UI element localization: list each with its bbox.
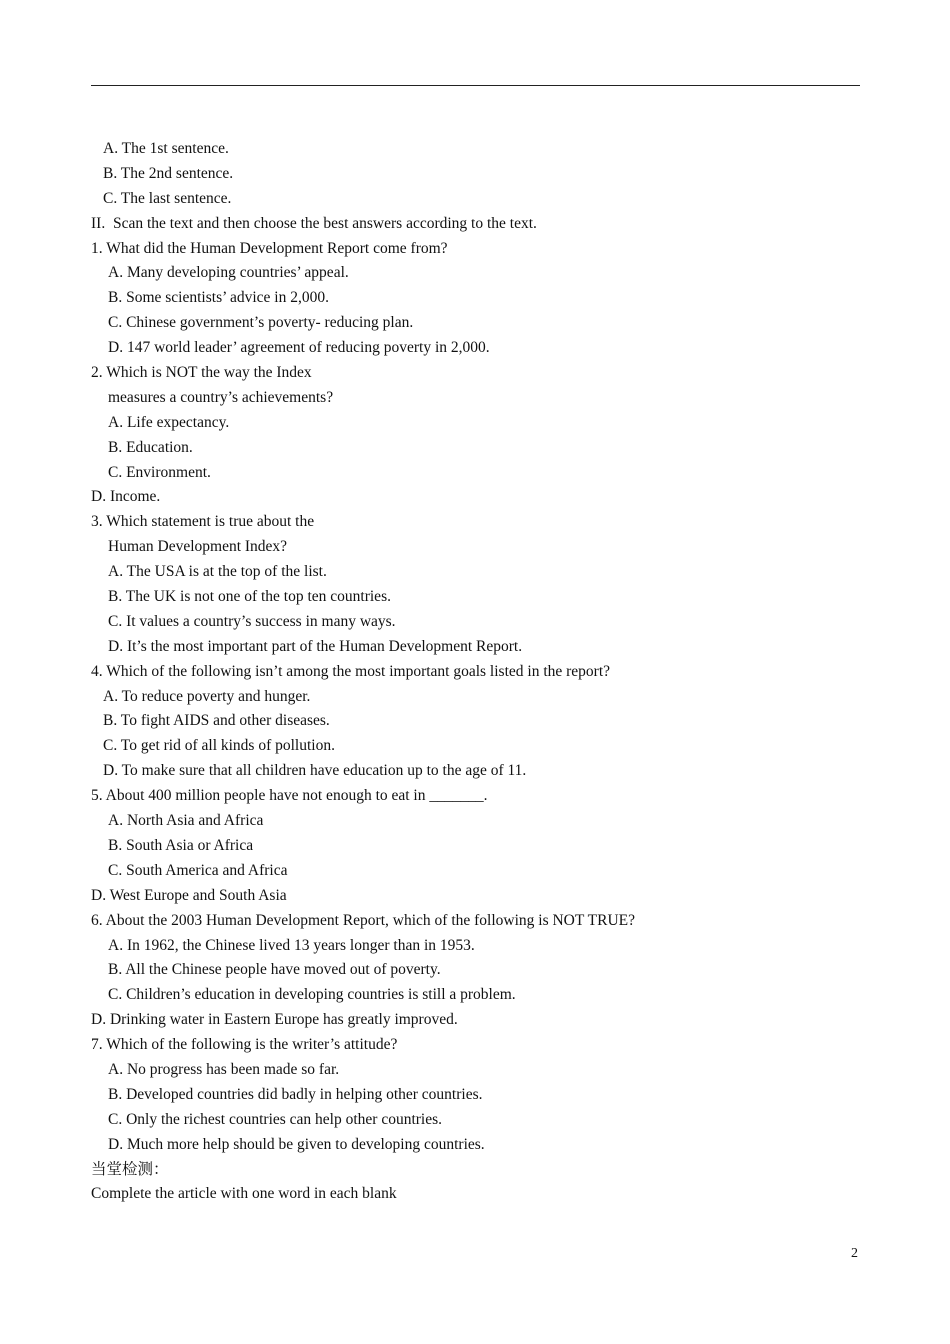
question-4: 4. Which of the following isn’t among the most important goals listed in the report? — [91, 662, 611, 680]
option-line: C. Chinese government’s poverty- reducing plan. — [108, 314, 414, 332]
question-3: 3. Which statement is true about the — [91, 513, 315, 531]
option-line: B. Some scientists’ advice in 2,000. — [108, 289, 329, 307]
option-line: D. It’s the most important part of the Human Development Report. — [108, 637, 523, 655]
option-line: A. No progress has been made so far. — [108, 1060, 340, 1078]
option-line: D. 147 world leader’ agreement of reducing poverty in 2,000. — [108, 339, 490, 357]
option-line: A. Life expectancy. — [108, 413, 230, 431]
option-line: A. Many developing countries’ appeal. — [108, 264, 349, 282]
option-line: C. To get rid of all kinds of pollution. — [103, 737, 335, 755]
option-line: A. In 1962, the Chinese lived 13 years longer than in 1953. — [108, 936, 475, 954]
option-line: C. Environment. — [108, 463, 211, 481]
option-line: B. To fight AIDS and other diseases. — [103, 712, 330, 730]
option-line: C. South America and Africa — [108, 861, 288, 879]
question-7: 7. Which of the following is the writer’s attitude? — [91, 1036, 398, 1054]
option-line: A. To reduce poverty and hunger. — [103, 687, 311, 705]
question-5: 5. About 400 million people have not enough to eat in _______. — [91, 787, 488, 805]
question-continuation: Human Development Index? — [108, 538, 288, 556]
option-line: A. The 1st sentence. — [103, 140, 229, 157]
option-line: C. It values a country’s success in many ways. — [108, 612, 396, 630]
option-line: B. The 2nd sentence. — [103, 164, 234, 182]
option-line: B. All the Chinese people have moved out of poverty. — [108, 961, 441, 979]
page-number: 2 — [851, 1246, 858, 1261]
question-1: 1. What did the Human Development Report come from? — [91, 239, 448, 257]
option-line: C. The last sentence. — [103, 189, 232, 207]
header-rule — [91, 85, 860, 86]
option-line: A. The USA is at the top of the list. — [108, 563, 327, 581]
option-line: C. Children’s education in developing countries is still a problem. — [108, 986, 516, 1004]
option-line: D. Much more help should be given to developing countries. — [108, 1135, 485, 1153]
option-line: D. To make sure that all children have education up to the age of 11. — [103, 762, 527, 780]
option-line: C. Only the richest countries can help other countries. — [108, 1110, 443, 1128]
section-heading-test: 当堂检测： — [91, 1160, 169, 1178]
question-continuation: measures a country’s achievements? — [108, 388, 334, 406]
option-line: D. Drinking water in Eastern Europe has greatly improved. — [91, 1011, 458, 1029]
instruction-text: Complete the article with one word in each blank — [91, 1185, 397, 1203]
option-line: B. Education. — [108, 438, 193, 456]
section-heading: II. Scan the text and then choose the best answers according to the text. — [91, 214, 537, 232]
option-line: B. South Asia or Africa — [108, 836, 254, 854]
option-line: B. Developed countries did badly in helping other countries. — [108, 1085, 483, 1103]
question-6: 6. About the 2003 Human Development Report, which of the following is NOT TRUE? — [91, 911, 636, 929]
document-body — [91, 137, 871, 1207]
option-line: D. West Europe and South Asia — [91, 886, 287, 904]
option-line: D. Income. — [91, 488, 161, 506]
option-line: B. The UK is not one of the top ten countries. — [108, 588, 391, 606]
question-2: 2. Which is NOT the way the Index — [91, 364, 312, 382]
option-line: A. North Asia and Africa — [108, 812, 264, 830]
